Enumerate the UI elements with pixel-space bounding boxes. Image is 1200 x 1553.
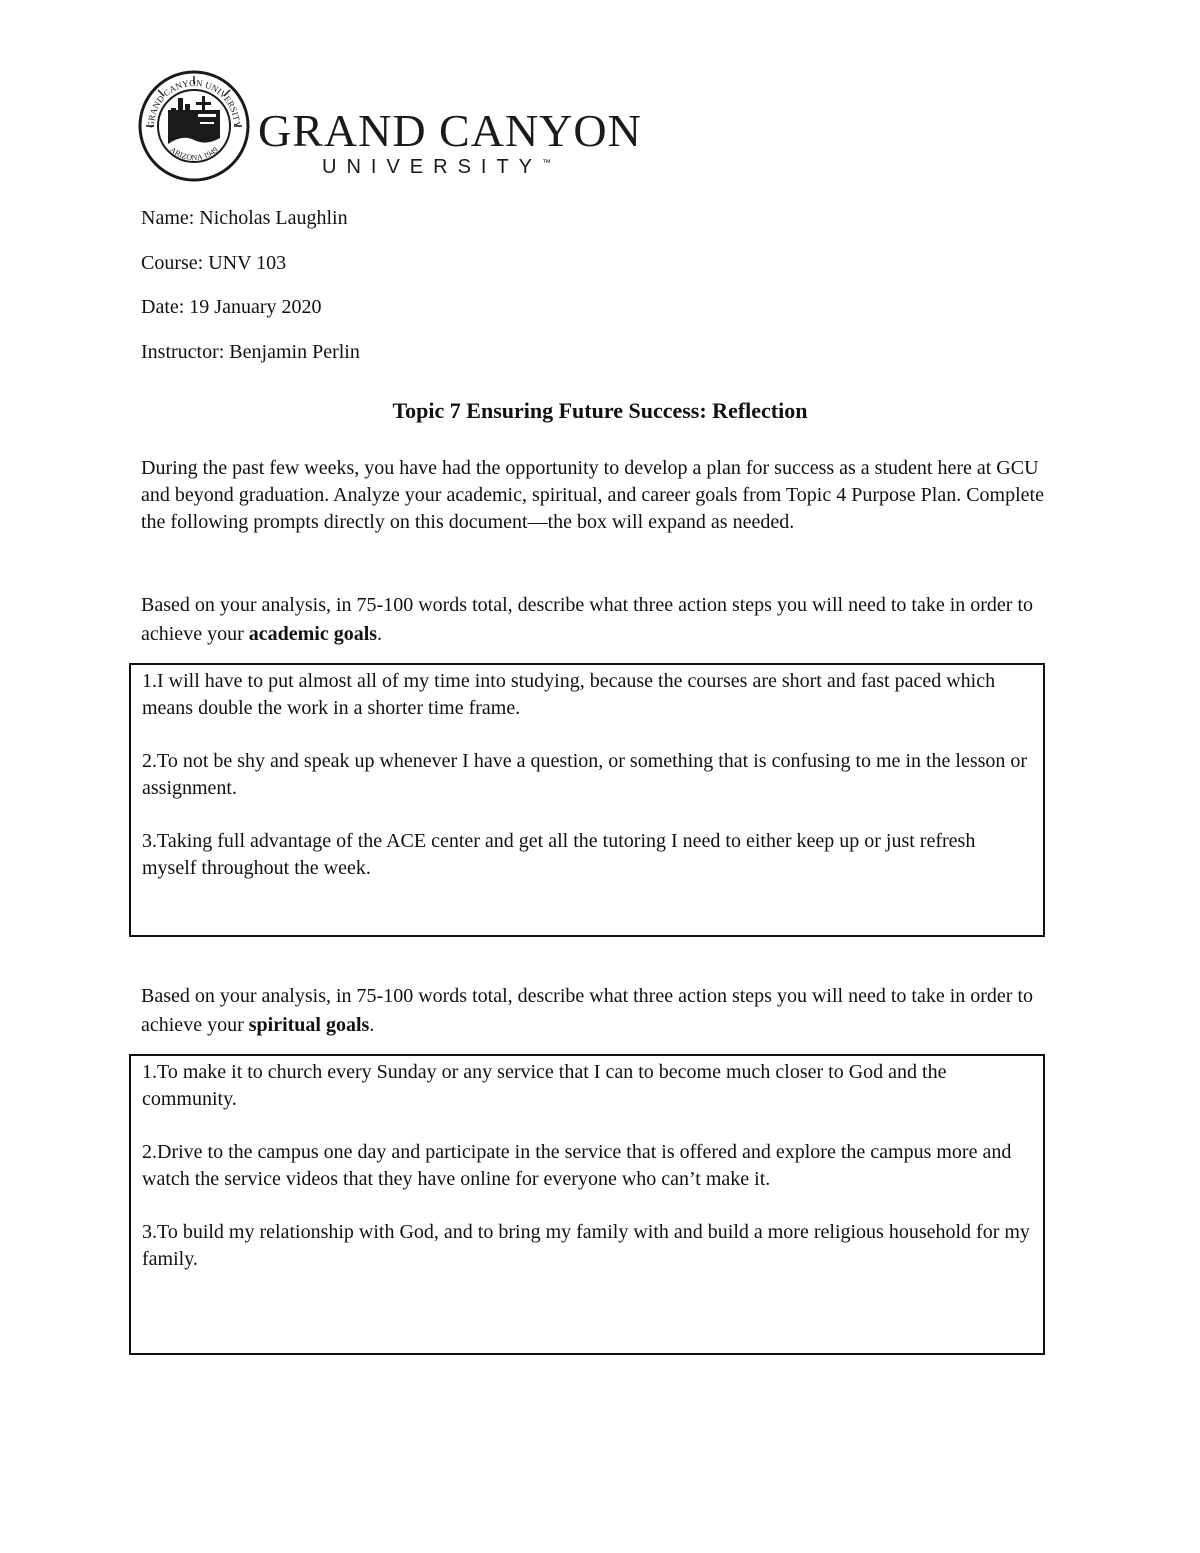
university-seal-icon <box>138 70 250 182</box>
academic-answer-1: 1.I will have to put almost all of my time into studying, because the courses are short and fast paced which means double the work in a shorter time frame. <box>142 670 996 719</box>
academic-answer-3: 3.Taking full advantage of the ACE center and get all the tutoring I need to either keep up or just refresh myself throughout the week. <box>142 830 976 879</box>
spiritual-prompt <box>141 982 1061 1040</box>
date-line: Date: 19 January 2020 <box>141 296 322 318</box>
intro-paragraph: During the past few weeks, you have had the opportunity to develop a plan for success as a student here at GCU and beyond graduation. Analyze your academic, spiritual, and career goals from Topic 4 Purpose Plan. Complete the following prompts directly on this document—the box will expand as needed. <box>141 457 1044 533</box>
document-title: Topic 7 Ensuring Future Success: Reflection <box>392 398 808 423</box>
academic-prompt-emphasis: academic goals <box>248 623 378 645</box>
academic-answer-2: 2.To not be shy and speak up whenever I have a question, or something that is confusing to me in the lesson or assignment. <box>142 750 1028 799</box>
spiritual-answer-3: 3.To build my relationship with God, and to bring my family with and build a more religious household for my family. <box>142 1221 1030 1270</box>
spiritual-answer-2: 2.Drive to the campus one day and participate in the service that is offered and explore the campus more and watch the service videos that they have online for everyone who can’t make it. <box>142 1141 1012 1190</box>
academic-prompt-end: . <box>377 623 383 645</box>
wordmark-university-text: UNIVERSITY <box>322 156 543 178</box>
course-line: Course: UNV 103 <box>141 252 287 274</box>
svg-text:ARIZONA 1949 <box>168 145 220 162</box>
spiritual-prompt-text: Based on your analysis, in 75-100 words total, describe what three action steps you will need to take in order to achieve your <box>141 985 1034 1036</box>
seal-text-bottom: ARIZONA 1949 <box>168 145 220 163</box>
student-name: Name: Nicholas Laughlin <box>141 207 348 229</box>
spiritual-prompt-emphasis: spiritual goals <box>248 1014 370 1036</box>
wordmark-grand-canyon: GRAND CANYON <box>258 105 642 156</box>
university-logo <box>138 70 642 186</box>
academic-prompt <box>141 591 1061 649</box>
spiritual-answer-1: 1.To make it to church every Sunday or any service that I can to become much closer to God and the community. <box>142 1061 947 1110</box>
spiritual-prompt-end: . <box>369 1014 375 1036</box>
wordmark-university <box>322 156 551 179</box>
spiritual-answer-box[interactable] <box>129 1054 1045 1355</box>
academic-answer-box[interactable] <box>129 663 1045 937</box>
seal-text-top: GRAND CANYON UNIVERSITY <box>145 77 243 128</box>
trademark-symbol: ™ <box>542 157 552 168</box>
academic-prompt-text: Based on your analysis, in 75-100 words total, describe what three action steps you will need to take in order to achieve your <box>141 594 1034 645</box>
instructor-line: Instructor: Benjamin Perlin <box>141 341 360 363</box>
